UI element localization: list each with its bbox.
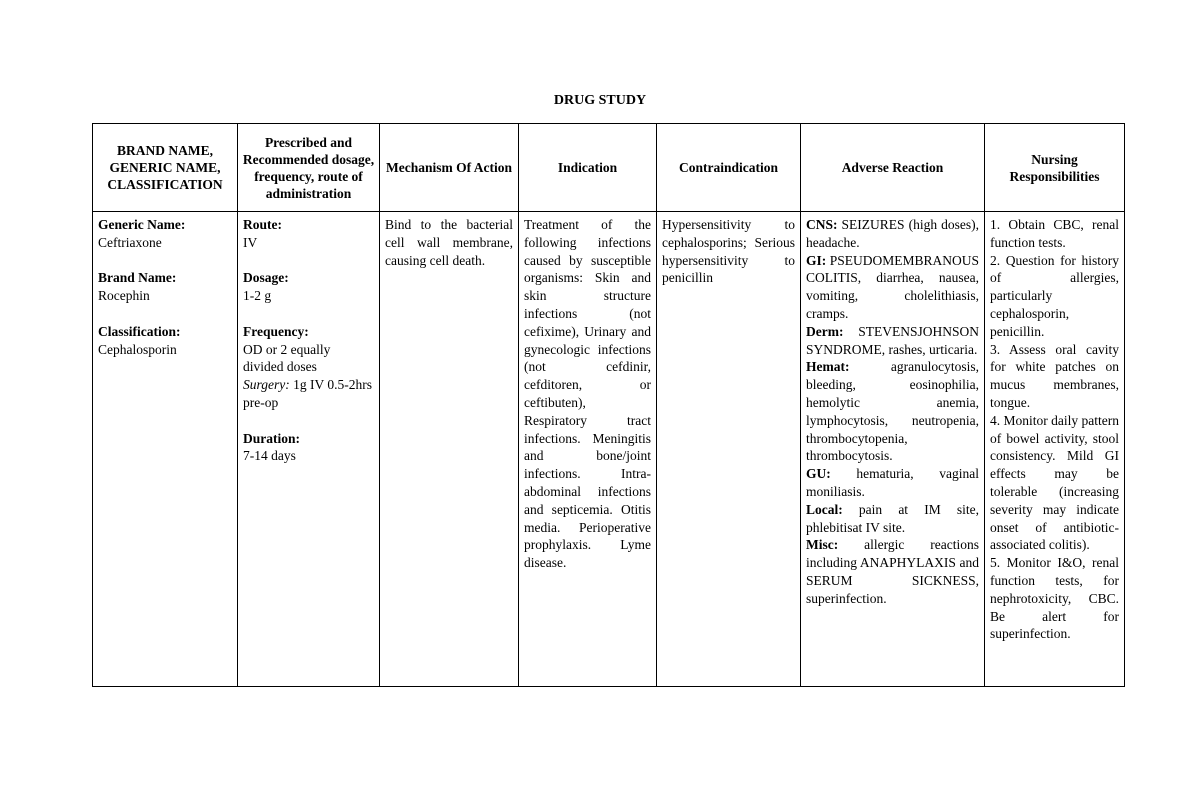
brand-name-value: Rocephin	[98, 288, 150, 304]
dosage-label: Dosage:	[243, 270, 289, 286]
adverse-misc	[806, 536, 979, 607]
adverse-label: Hemat:	[806, 359, 850, 375]
frequency-label: Frequency:	[243, 323, 309, 339]
cell-contraindication: Hypersensitivity to cephalosporins; Serious hypersensitivity to penicillin	[657, 212, 801, 687]
header-nursing-responsibilities: Nursing Responsibilities	[985, 124, 1125, 212]
adverse-gu	[806, 465, 979, 501]
adverse-text: hematuria, vaginal moniliasis.	[806, 466, 979, 499]
generic-name-label: Generic Name:	[98, 217, 186, 232]
frequency-value: OD or 2 equally divided doses	[243, 341, 331, 375]
adverse-text: agranulocytosis, bleeding, eosinophilia, hemolytic anemia, lymphocytosis, neutropenia, thrombocytopenia, thrombocytosis.	[806, 359, 979, 464]
header-prescribed: Prescribed and Recommended dosage, frequency, route of administration	[238, 124, 380, 212]
nursing-item: 1. Obtain CBC, renal function tests.	[990, 217, 1119, 250]
classification-value: Cephalosporin	[98, 341, 177, 357]
cell-names	[93, 212, 238, 687]
adverse-label: Local:	[806, 501, 843, 517]
adverse-label: GI:	[806, 252, 827, 268]
surgery-label: Surgery:	[243, 377, 290, 393]
cell-indication: Treatment of the following infections caused by susceptible organisms: Skin and skin structure infections (not cefixime), Urinary and gynecologic infections (not cefdinir, cefditoren, or ceftibuten), Respiratory tract infections. Meningitis and bone/joint infections. Intra-abdominal infections and septicemia. Otitis media. Perioperative prophylaxis. Lyme disease.	[519, 212, 657, 687]
duration-value: 7-14 days	[243, 448, 296, 464]
adverse-label: Misc:	[806, 537, 839, 553]
table-row	[93, 212, 1125, 687]
dosage-value: 1-2 g	[243, 288, 272, 304]
classification-label: Classification:	[98, 323, 181, 339]
duration-label: Duration:	[243, 430, 300, 446]
cell-adverse-reaction	[801, 212, 985, 687]
adverse-gi	[806, 252, 979, 323]
nursing-item: 5. Monitor I&O, renal function tests, for nephrotoxicity, CBC. Be alert for superinfection.	[990, 555, 1119, 642]
header-names: BRAND NAME, GENERIC NAME, CLASSIFICATION	[93, 124, 238, 212]
adverse-local	[806, 501, 979, 537]
adverse-text: SEIZURES (high doses), headache.	[806, 217, 979, 250]
cell-prescribed	[238, 212, 380, 687]
header-adverse-reaction: Adverse Reaction	[801, 124, 985, 212]
adverse-label: CNS:	[806, 217, 838, 232]
adverse-cns	[806, 216, 979, 252]
adverse-label: GU:	[806, 466, 831, 482]
route-value: IV	[243, 234, 258, 250]
document-title: DRUG STUDY	[553, 93, 647, 108]
adverse-derm	[806, 323, 979, 359]
cell-nursing-responsibilities	[985, 212, 1125, 687]
header-row	[93, 124, 1125, 212]
drug-study-table	[92, 123, 1125, 687]
surgery-line	[243, 376, 374, 412]
adverse-text: allergic reactions including ANAPHYLAXIS and SERUM SICKNESS, superinfection.	[806, 537, 979, 606]
nursing-item: 4. Monitor daily pattern of bowel activity, stool consistency. Mild GI effects may be tolerable (increasing severity may indicate onset of antibiotic-associated colitis).	[990, 412, 1119, 553]
header-contraindication: Contraindication	[657, 124, 801, 212]
header-indication: Indication	[519, 124, 657, 212]
adverse-text: PSEUDOMEMBRANOUS COLITIS, diarrhea, nausea, vomiting, cholelithiasis, cramps.	[806, 252, 979, 321]
nursing-item: 3. Assess oral cavity for white patches on mucus membranes, tongue.	[990, 341, 1119, 410]
adverse-hemat	[806, 358, 979, 465]
header-mechanism: Mechanism Of Action	[380, 124, 519, 212]
generic-name-value: Ceftriaxone	[98, 234, 162, 250]
brand-name-label: Brand Name:	[98, 270, 177, 286]
adverse-text: STEVENSJOHNSON SYNDROME, rashes, urticaria.	[806, 323, 979, 357]
route-label: Route:	[243, 217, 282, 232]
surgery-value: 1g IV 0.5-2hrs pre-op	[243, 377, 372, 410]
adverse-text: pain at IM site, phlebitisat IV site.	[806, 501, 979, 535]
cell-mechanism: Bind to the bacterial cell wall membrane, causing cell death.	[380, 212, 519, 687]
adverse-label: Derm:	[806, 323, 844, 339]
nursing-item: 2. Question for history of allergies, particularly cephalosporin, penicillin.	[990, 252, 1119, 339]
